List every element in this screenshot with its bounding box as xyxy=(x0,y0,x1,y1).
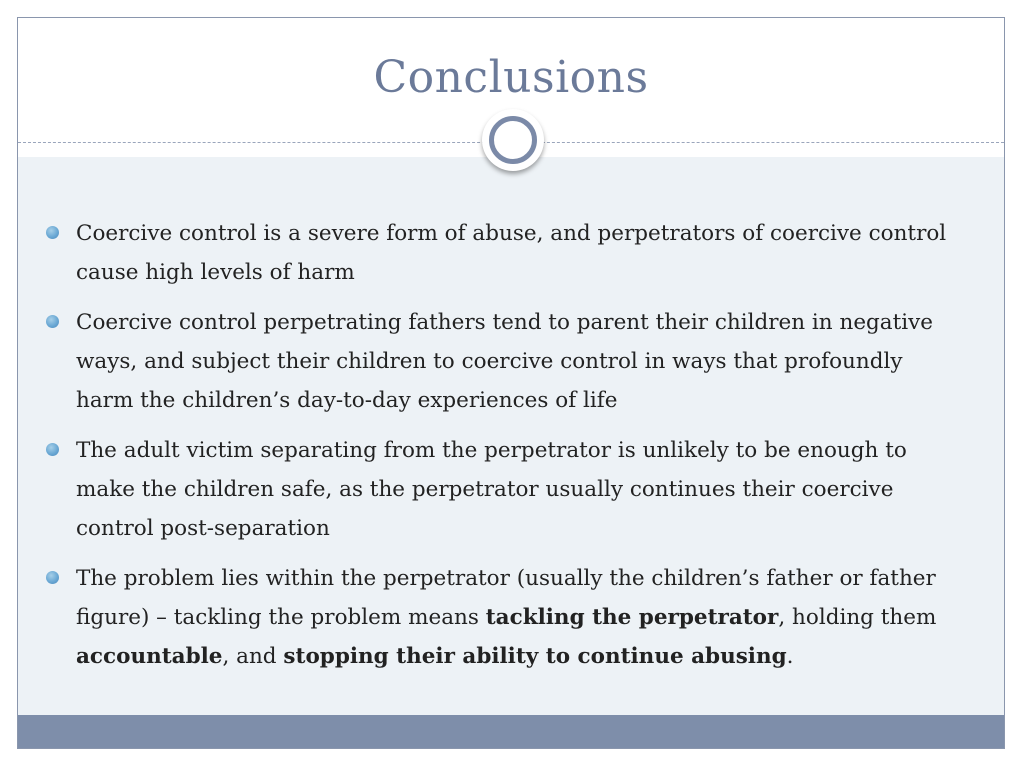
ring-inner xyxy=(489,116,537,164)
bullet-text-part: . xyxy=(786,644,794,669)
bullet-text: Coercive control is a severe form of abuse, and perpetrators of coercive control cause high levels of harm xyxy=(76,221,947,285)
bullet-item xyxy=(46,431,966,548)
bullet-emphasis: accountable xyxy=(76,644,223,669)
bullet-dot-icon xyxy=(46,315,59,328)
slide-title: Conclusions xyxy=(373,52,649,103)
bullet-emphasis: tackling the perpetrator xyxy=(485,605,779,630)
bullet-dot-icon xyxy=(46,226,59,239)
ring-icon xyxy=(482,109,544,171)
bullet-item xyxy=(46,214,966,292)
slide xyxy=(17,17,1005,749)
bullet-text: The adult victim separating from the perpetrator is unlikely to be enough to make the children safe, as the perpetrator usually continues their coercive control post-separation xyxy=(76,438,907,541)
bullet-text-part: , holding them xyxy=(778,605,937,630)
bullet-emphasis: stopping their ability to continue abusing xyxy=(283,644,787,669)
bullet-list xyxy=(46,214,966,687)
bullet-dot-icon xyxy=(46,443,59,456)
bullet-text-part: , and xyxy=(222,644,284,669)
bullet-text-part: The problem lies within the perpetrator (usually the children’s father or father figure) – tackling the problem means xyxy=(76,566,936,630)
bullet-text: Coercive control perpetrating fathers tend to parent their children in negative ways, and subject their children to coercive control in ways that profoundly harm the children’s day-to-day experiences of life xyxy=(76,310,934,413)
bullet-item xyxy=(46,303,966,420)
bullet-dot-icon xyxy=(46,571,59,584)
bullet-item xyxy=(46,559,966,676)
footer-bar xyxy=(18,715,1004,748)
